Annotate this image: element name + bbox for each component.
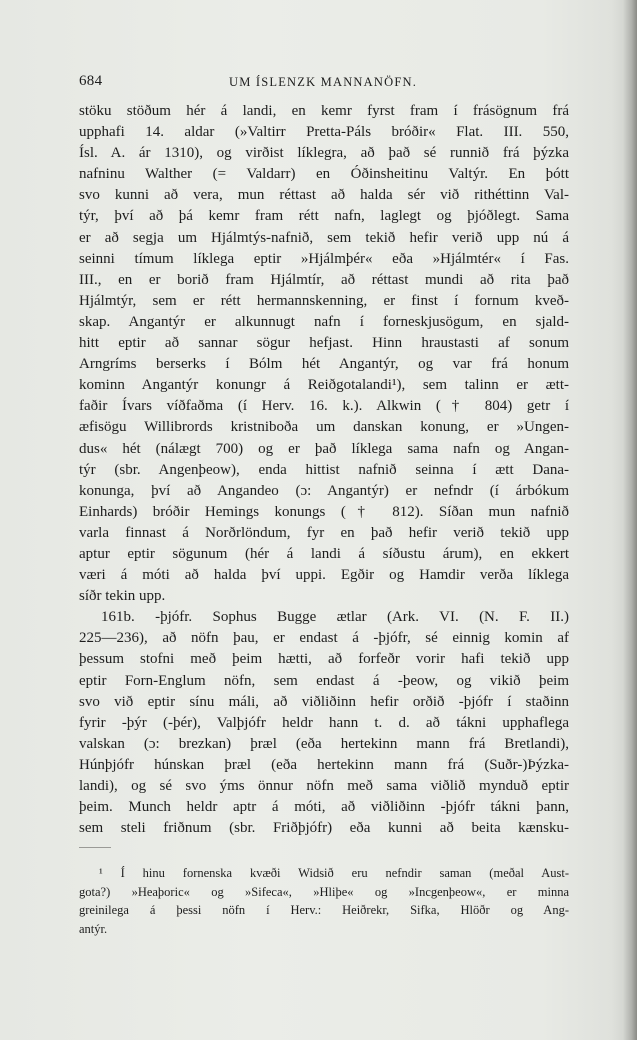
text-line: valskan (ɔ: brezkan) þræl (eða hertekinn mann frá Bretlandi), [79,735,569,752]
footnote-line: gota?) »Heaþoric« og »Sifeca«, »Hliþe« og »Incgenþeow«, er minna [79,884,569,899]
text-line: þeim. Munch heldr aptr á móti, að viðliðinn -þjófr tákni þann, [79,799,569,816]
text-line: væri á móti að halda því uppi. Egðir og Hamdir verða líklega [79,567,569,584]
text-line: týr, því að þá kemr fram rétt nafn, laglegt og þjóðlegt. Sama [79,208,569,225]
page-number: 684 [79,73,103,89]
text-line: varla finnast á Norðrlöndum, fyr en það hefir verið tekið upp [79,524,569,541]
text-line: Hjálmtýr, sem er rétt hermannskenning, er finst í fornum kveð- [79,292,569,309]
text-line: seinni tímum líklega eptir »Hjálmþér« eða »Hjálmtér« í Fas. [79,250,569,267]
text-line: týr (sbr. Angenþeow), enda hittist nafnið seinna í ætt Dana- [79,461,569,478]
page-header [79,73,567,93]
text-line: Einhards) bróðir Hemings konungs († 812). Síðan mun nafnið [79,503,569,520]
text-line: Ísl. A. ár 1310), og virðist líklegra, að það sé runnið frá þýzka [79,145,569,162]
text-line: eptir Forn-Englum nöfn, sem endast á -þeow, og vikið þeim [79,672,569,689]
text-line: skap. Angantýr er alkunnugt nafn í forneskjusögum, en sjald- [79,313,569,330]
text-line: Húnþjófr húnskan þræl (eða hertekinn mann frá (Suðr-)Þýzka- [79,756,569,773]
footnote-line: antýr. [79,921,108,936]
text-line: hitt eptir að sannar sögur hefjast. Hinn hraustasti af sonum [79,335,569,352]
text-line: Arngríms berserks í Bólm hét Angantýr, og var frá honum [79,356,569,373]
text-line: aptur eptir sögunum (hér á landi á síðustu árum), en ekkert [79,545,569,562]
text-line: faðir Ívars víðfaðma (í Herv. 16. k.). Alkwin († 804) getr í [79,398,569,415]
text-line: sem steli friðnum (sbr. Friðþjófr) eða kunni að beita kænsku- [79,820,569,837]
text-line: svo kunni að vera, mun réttast að halda sér við rithéttinn Val- [79,187,569,204]
text-line: æfisögu Willibrords kristniboða um danskan konung, er »Ungen- [79,419,569,436]
footnote-divider [79,847,111,848]
page-edge-shadow [623,0,637,1040]
section-heading-line: 161b. -þjófr. Sophus Bugge ætlar (Ark. VI. (N. F. II.) [101,609,569,626]
text-line: stöku stöðum hér á landi, en kemr fyrst fram í frásögnum frá [79,103,569,119]
running-title: UM ÍSLENZK MANNANÖFN. [229,75,418,89]
text-line: er að segja um Hjálmtýs-nafnið, sem tekið hefir verið upp nú á [79,229,569,246]
text-line: þessum stofni með þeim hætti, að forfeðr vorir hafi tekið upp [79,651,569,668]
text-line: 225—236), að nöfn þau, er endast á -þjófr, sé einnig komin af [79,630,569,647]
text-line: III., en er borið fram Hjálmtír, að réttast mundi að rita það [79,271,569,288]
text-line: síðr tekin upp. [79,588,166,605]
footnote-line: ¹ Í hinu fornenska kvæði Widsið eru nefndir saman (meðal Aust- [99,866,569,880]
text-line: landi), og sé svo ýms önnur nöfn með sama viðlið mynduð eptir [79,778,569,794]
text-line: konunga, því að Angandeo (ɔ: Angantýr) er nefndr (í árbókum [79,482,569,499]
text-line: nafninu Walther (= Valdarr) en Óðinsheitinu Valtýr. En þótt [79,166,569,183]
text-line: kominn Angantýr konungr á Reiðgotalandi¹), sem talinn er ætt- [79,377,569,394]
main-text [79,101,569,839]
text-line: svo við eptir sínu máli, að viðliðinn hefir orðið -þjófr í staðinn [79,693,569,710]
text-line: fyrir -þýr (-þér), Valþjófr heldr hann t. d. að tákni upphaflega [79,714,569,731]
footnote-line: greinilega á þessi nöfn í Herv.: Heiðrekr, Sifka, Hlöðr og Ang- [79,903,569,918]
text-line: upphafi 14. aldar (»Valtirr Pretta-Páls bróðir« Flat. III. 550, [79,124,569,141]
text-line: dus« hét (nálægt 700) og er það líklega sama nafn og Angan- [79,440,569,457]
footnotes [79,864,569,938]
